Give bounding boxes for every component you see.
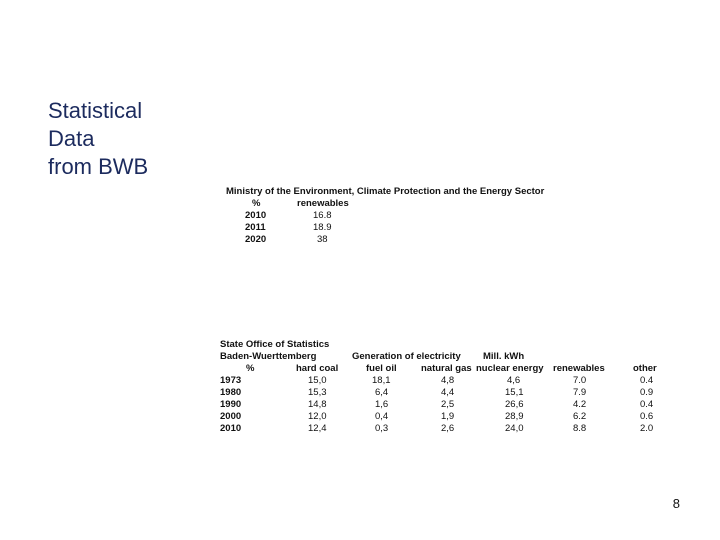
- column-header: natural gas: [421, 363, 472, 374]
- column-header: hard coal: [296, 363, 339, 374]
- table-cell: 24,0: [505, 423, 524, 434]
- row-year: 1973: [220, 375, 242, 386]
- row-year: 2020: [245, 234, 267, 245]
- row-year: 2000: [220, 411, 242, 422]
- column-header: renewables: [297, 198, 349, 209]
- column-header: %: [246, 363, 255, 374]
- column-header: nuclear energy: [476, 363, 544, 374]
- row-value: 38: [317, 234, 328, 245]
- table-cell: 1,6: [375, 399, 389, 410]
- slide-title: [48, 97, 248, 181]
- column-header: %: [252, 198, 261, 209]
- table-cell: 6.2: [573, 411, 587, 422]
- column-header: other: [633, 363, 657, 374]
- table-cell: 15,1: [505, 387, 524, 398]
- table-cell: 7.0: [573, 375, 587, 386]
- title-line: Data: [48, 126, 95, 151]
- table-cell: 0.4: [640, 399, 654, 410]
- row-year: 2010: [220, 423, 242, 434]
- row-year: 2011: [245, 222, 266, 233]
- column-header: fuel oil: [366, 363, 397, 374]
- table-cell: 4.2: [573, 399, 587, 410]
- table-cell: 14,8: [308, 399, 327, 410]
- table-heading: State Office of Statistics: [220, 339, 330, 350]
- row-year: 1980: [220, 387, 242, 398]
- table-cell: 18,1: [372, 375, 391, 386]
- table-cell: 4,4: [441, 387, 455, 398]
- table-cell: 7.9: [573, 387, 587, 398]
- table-cell: 1,9: [441, 411, 455, 422]
- table-cell: 2.0: [640, 423, 654, 434]
- table-unit: Mill. kWh: [483, 351, 525, 362]
- table-heading: Baden-Wuerttemberg: [220, 351, 317, 362]
- table-cell: 12,0: [308, 411, 327, 422]
- table-cell: 2,6: [441, 423, 455, 434]
- title-line: Statistical: [48, 98, 143, 123]
- table-cell: 15,3: [308, 387, 327, 398]
- table-cell: 0.6: [640, 411, 654, 422]
- table-cell: 0,3: [375, 423, 389, 434]
- table-cell: 2,5: [441, 399, 455, 410]
- table-cell: 26,6: [505, 399, 524, 410]
- row-year: 2010: [245, 210, 267, 221]
- table-cell: 8.8: [573, 423, 587, 434]
- table-cell: 12,4: [308, 423, 327, 434]
- table-cell: 0.4: [640, 375, 654, 386]
- table-heading: Ministry of the Environment, Climate Protection and the Energy Sector: [226, 186, 545, 197]
- column-header: renewables: [553, 363, 605, 374]
- row-value: 18.9: [313, 222, 332, 233]
- table-subheading: Generation of electricity: [352, 351, 461, 362]
- slide-number: 8: [672, 496, 680, 511]
- table-cell: 28,9: [505, 411, 524, 422]
- table-cell: 0.9: [640, 387, 654, 398]
- row-year: 1990: [220, 399, 242, 410]
- table-cell: 4,8: [441, 375, 455, 386]
- table-cell: 4,6: [507, 375, 521, 386]
- table-cell: 0,4: [375, 411, 389, 422]
- table-cell: 15,0: [308, 375, 327, 386]
- row-value: 16.8: [313, 210, 332, 221]
- title-line: from BWB: [48, 154, 149, 179]
- table-cell: 6,4: [375, 387, 389, 398]
